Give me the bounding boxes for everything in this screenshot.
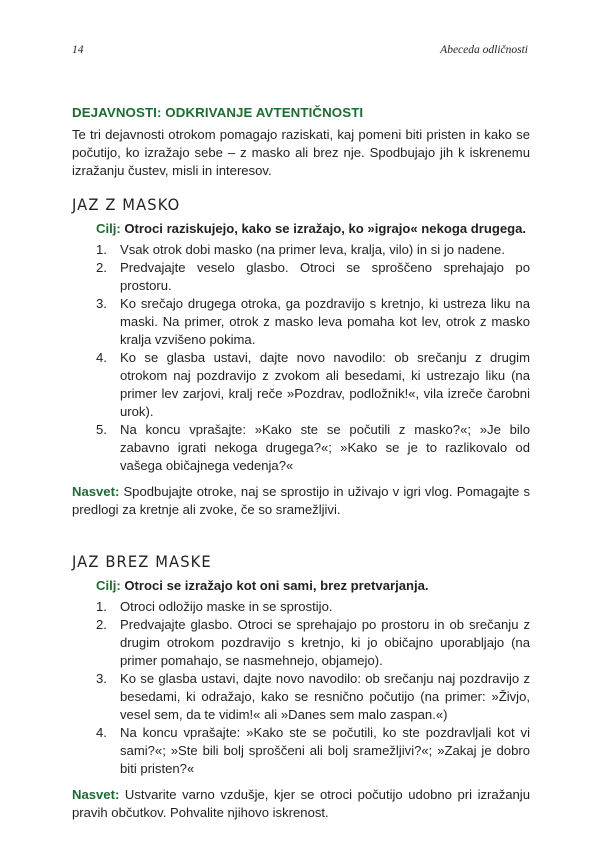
step-item	[72, 349, 530, 421]
step-text: Ko srečajo drugega otroka, ga pozdravijo s kretnjo, ki ustreza liku na maski. Na primer, otrok z masko leva pomaha kot lev, otrok z masko kralja vzvišeno pokima.	[120, 296, 530, 347]
step-item	[72, 421, 530, 475]
step-number: 5.	[96, 422, 107, 437]
step-item	[72, 295, 530, 349]
steps-list	[72, 241, 530, 475]
goal-text: Otroci raziskujejo, kako se izražajo, ko »igrajo« nekoga drugega.	[124, 221, 527, 236]
step-text: Ko se glasba ustavi, dajte novo navodilo: ob srečanju naj pozdravijo z besedami, ki odražajo, kako se resnično počutijo (na primer: »Živjo, vesel sem, da te vidim!« ali »Danes sem malo zaspan.«)	[120, 671, 530, 722]
step-text: Vsak otrok dobi masko (na primer leva, kralja, vilo) in si jo nadene.	[120, 242, 505, 257]
step-text: Ko se glasba ustavi, dajte novo navodilo: ob srečanju z drugim otrokom naj pozdravijo z zvokom ali besedami, ki ustrezajo liku (na primer lev zarjovi, kralj reče »Pozdrav, podložnik!«, vila izreče čarobni urok).	[120, 350, 530, 419]
step-number: 2.	[96, 260, 107, 275]
tip-label: Nasvet:	[72, 787, 120, 802]
step-text: Na koncu vprašajte: »Kako ste se počutili z masko?«; »Je bilo zabavno igrati nekoga drugega?«; »Kako se je to razlikovalo od vašega običajnega vedenja?«	[120, 422, 530, 473]
activity-jaz-z-masko	[72, 196, 530, 519]
step-item	[72, 724, 530, 778]
steps-list	[72, 598, 530, 778]
step-item	[72, 616, 530, 670]
activity-tip	[72, 483, 530, 519]
step-text: Predvajajte veselo glasbo. Otroci se sproščeno sprehajajo po prostoru.	[120, 260, 530, 293]
step-number: 4.	[96, 725, 107, 740]
tip-label: Nasvet:	[72, 484, 120, 499]
section-heading: DEJAVNOSTI: ODKRIVANJE AVTENTIČNOSTI	[72, 105, 364, 120]
activity-tip	[72, 786, 530, 822]
page-number: 14	[72, 44, 84, 56]
step-number: 1.	[96, 242, 107, 257]
step-text: Otroci odložijo maske in se sprostijo.	[120, 599, 333, 614]
step-number: 3.	[96, 296, 107, 311]
goal-text: Otroci se izražajo kot oni sami, brez pretvarjanja.	[124, 578, 429, 593]
step-number: 4.	[96, 350, 107, 365]
tip-text: Ustvarite varno vzdušje, kjer se otroci počutijo udobno pri izražanju pravih občutkov. Pohvalite njihovo iskrenost.	[72, 787, 530, 820]
section-intro: Te tri dejavnosti otrokom pomagajo raziskati, kaj pomeni biti pristen in kako se počutijo, ko izražajo sebe – z masko ali brez nje. Spodbujajo jih k iskrenemu izražanju čustev, misli in interesov.	[72, 127, 530, 178]
step-item	[72, 241, 530, 259]
activity-title: JAZ BREZ MASKE	[72, 552, 212, 571]
page-content	[72, 104, 530, 856]
step-number: 3.	[96, 671, 107, 686]
page-header	[72, 44, 528, 60]
goal-label: Cilj:	[96, 578, 121, 593]
step-number: 1.	[96, 599, 107, 614]
step-text: Predvajajte glasbo. Otroci se sprehajajo po prostoru in ob srečanju z drugim otrokom pozdravijo s kretnjo, ki jo običajno uporabljajo (na primer pomahajo, se nasmehnejo, objamejo).	[120, 617, 530, 668]
running-title: Abeceda odličnosti	[440, 44, 528, 56]
step-item	[72, 670, 530, 724]
tip-text: Spodbujajte otroke, naj se sprostijo in uživajo v igri vlog. Pomagajte s predlogi za kretnje ali zvoke, če so sramežljivi.	[72, 484, 530, 517]
step-text: Na koncu vprašajte: »Kako ste se počutili, ko ste pozdravljali kot vi sami?«; »Ste bili bolj sproščeni ali bolj sramežljivi?«; »Zakaj je dobro biti pristen?«	[120, 725, 530, 776]
step-number: 2.	[96, 617, 107, 632]
activity-title: JAZ Z MASKO	[72, 195, 181, 214]
goal-label: Cilj:	[96, 221, 121, 236]
activity-goal	[96, 220, 530, 238]
activity-jaz-brez-maske	[72, 553, 530, 822]
step-item	[72, 259, 530, 295]
activity-goal	[96, 577, 530, 595]
step-item	[72, 598, 530, 616]
